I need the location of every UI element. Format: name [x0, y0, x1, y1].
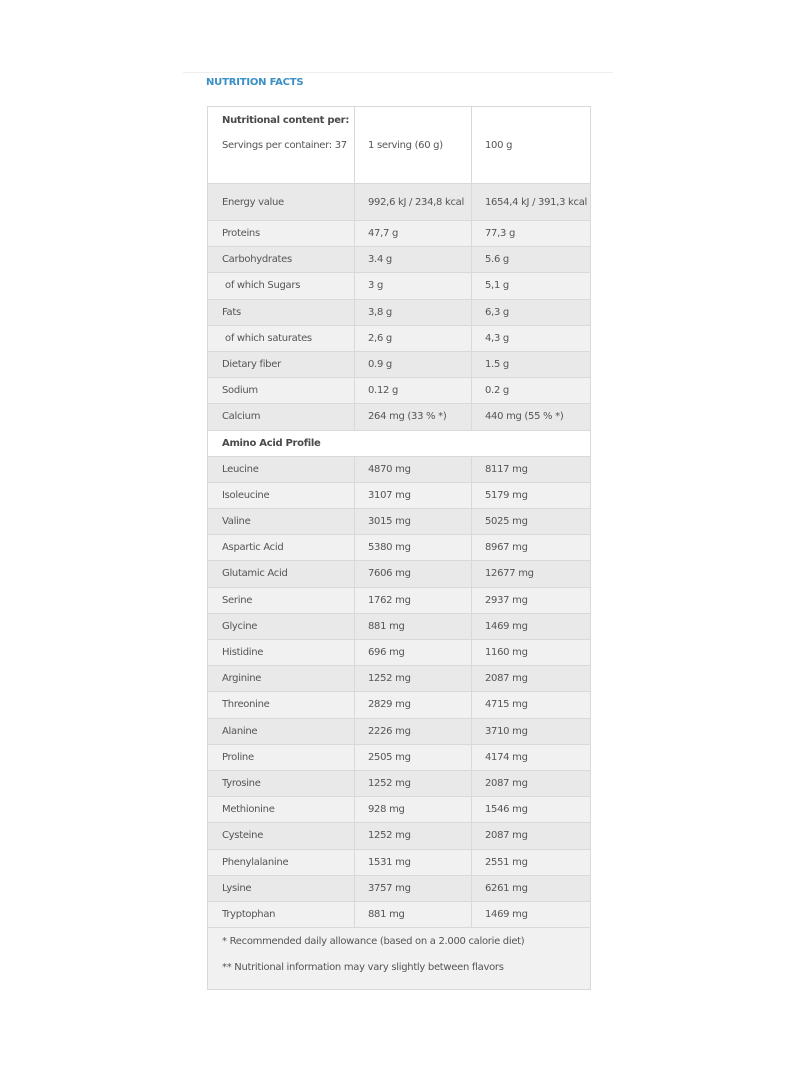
row-per100-value: 1469 mg [471, 614, 590, 639]
row-per100-value: 4174 mg [471, 745, 590, 770]
row-serving-value: 2226 mg [354, 719, 471, 744]
row-per100-value: 2087 mg [471, 666, 590, 691]
row-label: Glycine [222, 620, 258, 632]
row-serving-value: 2829 mg [354, 692, 471, 717]
header-100g-cell [471, 107, 590, 183]
table-row [208, 719, 590, 745]
row-serving-value: 881 mg [354, 614, 471, 639]
nutrition-table [207, 106, 591, 990]
row-serving-value: 1762 mg [354, 588, 471, 613]
row-label: Leucine [222, 463, 259, 475]
row-per100-value: 2551 mg [471, 850, 590, 875]
table-row [208, 404, 590, 430]
table-row [208, 509, 590, 535]
row-per100-value: 1469 mg [471, 902, 590, 927]
table-row [208, 640, 590, 666]
row-label: Arginine [222, 673, 262, 685]
table-row [208, 457, 590, 483]
table-row [208, 352, 590, 378]
table-row [208, 273, 590, 299]
row-serving-value: 2505 mg [354, 745, 471, 770]
row-serving-value: 928 mg [354, 797, 471, 822]
row-label: Threonine [222, 699, 270, 711]
row-serving-value: 881 mg [354, 902, 471, 927]
row-serving-value: 696 mg [354, 640, 471, 665]
row-label: Serine [222, 594, 253, 606]
row-per100-value: 2937 mg [471, 588, 590, 613]
row-label: Alanine [222, 725, 258, 737]
row-serving-value: 264 mg (33 % *) [354, 404, 471, 429]
table-row [208, 876, 590, 902]
row-serving-value: 0.9 g [354, 352, 471, 377]
row-serving-value: 3.4 g [354, 247, 471, 272]
row-label: Proteins [222, 228, 260, 240]
table-row [208, 247, 590, 273]
row-serving-value: 3 g [354, 273, 471, 298]
content-per-label: Nutritional content per: [222, 115, 350, 126]
serving-column-header: 1 serving (60 g) [368, 140, 443, 151]
row-serving-value: 47,7 g [354, 221, 471, 246]
row-label: Fats [222, 306, 241, 318]
row-per100-value: 3710 mg [471, 719, 590, 744]
row-label: Methionine [222, 804, 275, 816]
header-row [208, 107, 590, 184]
table-row [208, 221, 590, 247]
table-row [208, 850, 590, 876]
header-serving-cell [354, 107, 471, 183]
energy-serving: 992,6 kJ / 234,8 kcal [354, 184, 471, 220]
table-row [208, 745, 590, 771]
row-label: Carbohydrates [222, 254, 292, 266]
row-label: Lysine [222, 882, 252, 894]
row-serving-value: 3107 mg [354, 483, 471, 508]
row-per100-value: 1546 mg [471, 797, 590, 822]
row-label: Sodium [222, 385, 258, 397]
table-row [208, 326, 590, 352]
row-serving-value: 1252 mg [354, 771, 471, 796]
row-serving-value: 1252 mg [354, 823, 471, 848]
table-row [208, 692, 590, 718]
servings-per-container-label: Servings per container: 37 [222, 140, 347, 151]
row-per100-value: 8117 mg [471, 457, 590, 482]
row-per100-value: 0.2 g [471, 378, 590, 403]
table-row [208, 614, 590, 640]
table-row [208, 588, 590, 614]
row-label: of which Sugars [225, 280, 301, 292]
row-label: Histidine [222, 647, 264, 659]
row-per100-value: 2087 mg [471, 771, 590, 796]
footnote-rda: * Recommended daily allowance (based on a 2.000 calorie diet) [222, 936, 525, 948]
row-per100-value: 6261 mg [471, 876, 590, 901]
table-row [208, 561, 590, 587]
row-per100-value: 12677 mg [471, 561, 590, 586]
row-serving-value: 5380 mg [354, 535, 471, 560]
table-row [208, 797, 590, 823]
row-serving-value: 3757 mg [354, 876, 471, 901]
row-per100-value: 4715 mg [471, 692, 590, 717]
row-label: Calcium [222, 411, 261, 423]
row-label: Phenylalanine [222, 856, 289, 868]
table-row [208, 666, 590, 692]
row-per100-value: 1.5 g [471, 352, 590, 377]
footnote-flavors: ** Nutritional information may vary slightly between flavors [222, 962, 504, 974]
row-serving-value: 1531 mg [354, 850, 471, 875]
per100g-column-header: 100 g [485, 140, 513, 151]
row-serving-value: 1252 mg [354, 666, 471, 691]
table-row [208, 378, 590, 404]
row-label: Isoleucine [222, 489, 270, 501]
row-per100-value: 5025 mg [471, 509, 590, 534]
row-per100-value: 5179 mg [471, 483, 590, 508]
table-row [208, 771, 590, 797]
row-label: Dietary fiber [222, 359, 281, 371]
row-per100-value: 440 mg (55 % *) [471, 404, 590, 429]
header-label-cell [208, 107, 354, 183]
row-per100-value: 6,3 g [471, 300, 590, 325]
table-row [208, 823, 590, 849]
row-serving-value: 4870 mg [354, 457, 471, 482]
energy-per100: 1654,4 kJ / 391,3 kcal [471, 184, 590, 220]
row-label: Aspartic Acid [222, 542, 284, 554]
row-label: Cysteine [222, 830, 264, 842]
row-serving-value: 2,6 g [354, 326, 471, 351]
row-serving-value: 3,8 g [354, 300, 471, 325]
energy-label: Energy value [222, 196, 284, 208]
energy-row [208, 184, 590, 221]
row-per100-value: 77,3 g [471, 221, 590, 246]
row-label: of which saturates [225, 332, 312, 344]
table-row [208, 483, 590, 509]
row-per100-value: 8967 mg [471, 535, 590, 560]
section-title: NUTRITION FACTS [206, 77, 304, 88]
row-label: Glutamic Acid [222, 568, 288, 580]
row-serving-value: 0.12 g [354, 378, 471, 403]
row-label: Proline [222, 751, 254, 763]
row-per100-value: 1160 mg [471, 640, 590, 665]
top-divider [183, 72, 613, 73]
row-label: Tyrosine [222, 778, 261, 790]
amino-heading-row [208, 431, 590, 457]
table-row [208, 535, 590, 561]
row-serving-value: 7606 mg [354, 561, 471, 586]
row-serving-value: 3015 mg [354, 509, 471, 534]
row-per100-value: 4,3 g [471, 326, 590, 351]
amino-heading: Amino Acid Profile [222, 437, 321, 449]
row-per100-value: 5,1 g [471, 273, 590, 298]
row-label: Valine [222, 516, 251, 528]
table-row [208, 300, 590, 326]
row-per100-value: 5.6 g [471, 247, 590, 272]
table-row [208, 902, 590, 928]
row-per100-value: 2087 mg [471, 823, 590, 848]
row-label: Tryptophan [222, 909, 276, 921]
